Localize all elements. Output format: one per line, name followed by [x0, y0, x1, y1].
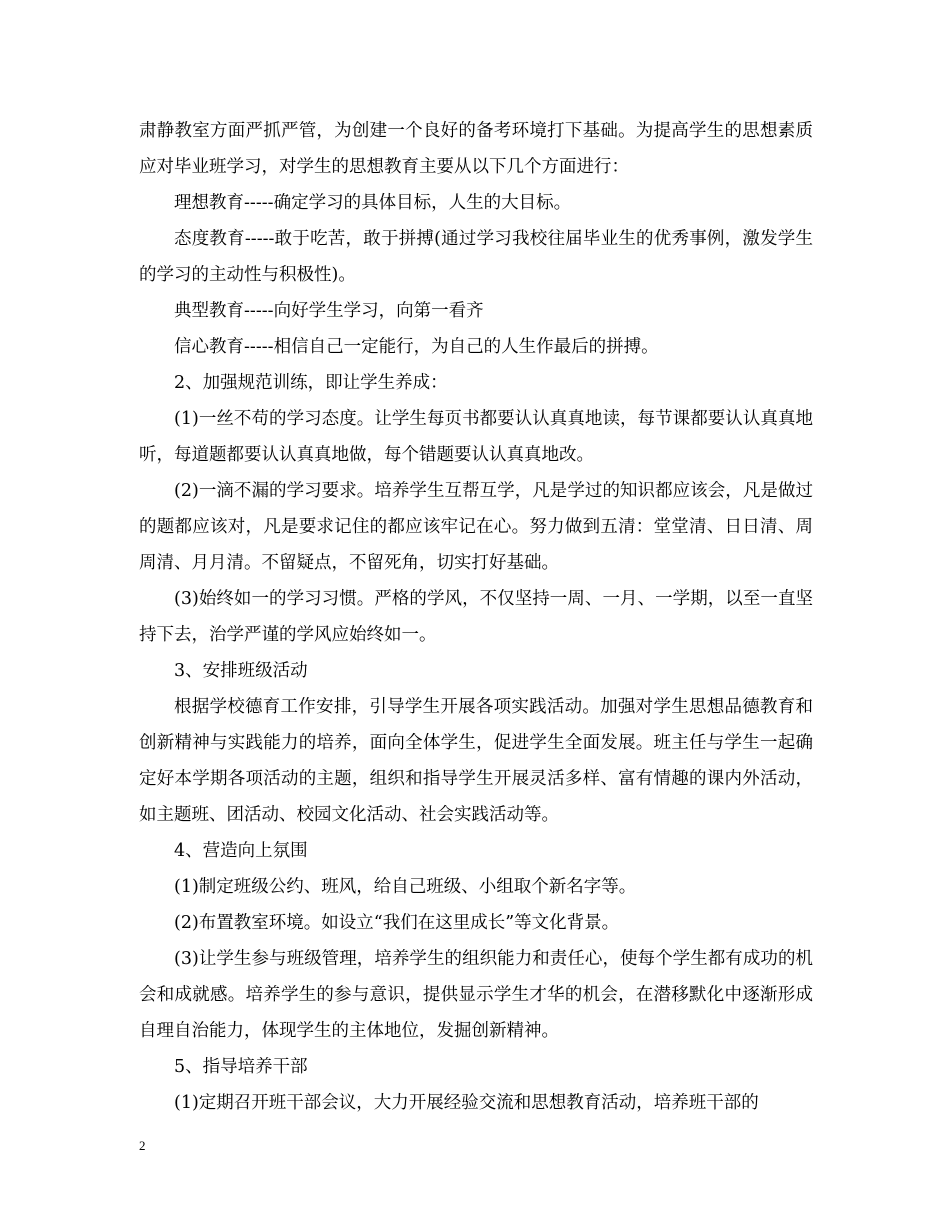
paragraph-4-2: (2)布置教室环境。如设立“我们在这里成长”等文化背景。 — [174, 913, 620, 933]
paragraph-attitude-education: 态度教育-----敢于吃苦，敢于拼搏(通过学习我校往届毕业生的优秀事例，激发学生的学习的主动性与积极性)。 — [139, 229, 813, 285]
paragraph-3-body: 根据学校德育工作安排，引导学生开展各项实践活动。加强对学生思想品德教育和创新精神与实践能力的培养，面向全体学生，促进学生全面发展。班主任与学生一起确定好本学期各项活动的主题，组织和指导学生开展灵活多样、富有情趣的课内外活动，如主题班、团活动、校园文化活动、社会实践活动等。 — [139, 697, 813, 825]
paragraph-4-3: (3)让学生参与班级管理，培养学生的组织能力和责任心，使每个学生都有成功的机会和成就感。培养学生的参与意识，提供显示学生才华的机会，在潜移默化中逐渐形成自理自治能力，体现学生的主体地位，发掘创新精神。 — [139, 949, 813, 1041]
paragraph-4-1: (1)制定班级公约、班风，给自己班级、小组取个新名字等。 — [174, 877, 637, 897]
paragraph-ideal-education: 理想教育-----确定学习的具体目标，人生的大目标。 — [174, 193, 572, 213]
section-heading-2: 2、加强规范训练，即让学生养成： — [174, 373, 448, 393]
document-body — [139, 113, 813, 1121]
paragraph-continuation: 肃静教室方面严抓严管，为创建一个良好的备考环境打下基础。为提高学生的思想素质应对毕业班学习，对学生的思想教育主要从以下几个方面进行： — [139, 121, 813, 177]
section-heading-4: 4、营造向上氛围 — [174, 841, 308, 861]
paragraph-confidence-education: 信心教育-----相信自己一定能行，为自己的人生作最后的拼搏。 — [174, 337, 659, 357]
section-heading-3: 3、安排班级活动 — [174, 661, 308, 681]
paragraph-2-3: (3)始终如一的学习习惯。严格的学风，不仅坚持一周、一月、一学期，以至一直坚持下去，治学严谨的学风应始终如一。 — [139, 589, 813, 645]
paragraph-2-2: (2)一滴不漏的学习要求。培养学生互帮互学，凡是学过的知识都应该会，凡是做过的题都应该对，凡是要求记住的都应该牢记在心。努力做到五清：堂堂清、日日清、周周清、月月清。不留疑点，不留死角，切实打好基础。 — [139, 481, 813, 573]
paragraph-model-education: 典型教育-----向好学生学习，向第一看齐 — [174, 301, 484, 321]
paragraph-5-1: (1)定期召开班干部会议，大力开展经验交流和思想教育活动，培养班干部的 — [174, 1093, 759, 1113]
paragraph-2-1: (1)一丝不苟的学习态度。让学生每页书都要认认真真地读，每节课都要认认真真地听，每道题都要认认真真地做，每个错题要认认真真地改。 — [139, 409, 813, 465]
section-heading-5: 5、指导培养干部 — [174, 1057, 308, 1077]
page-number: 2 — [139, 1138, 146, 1153]
